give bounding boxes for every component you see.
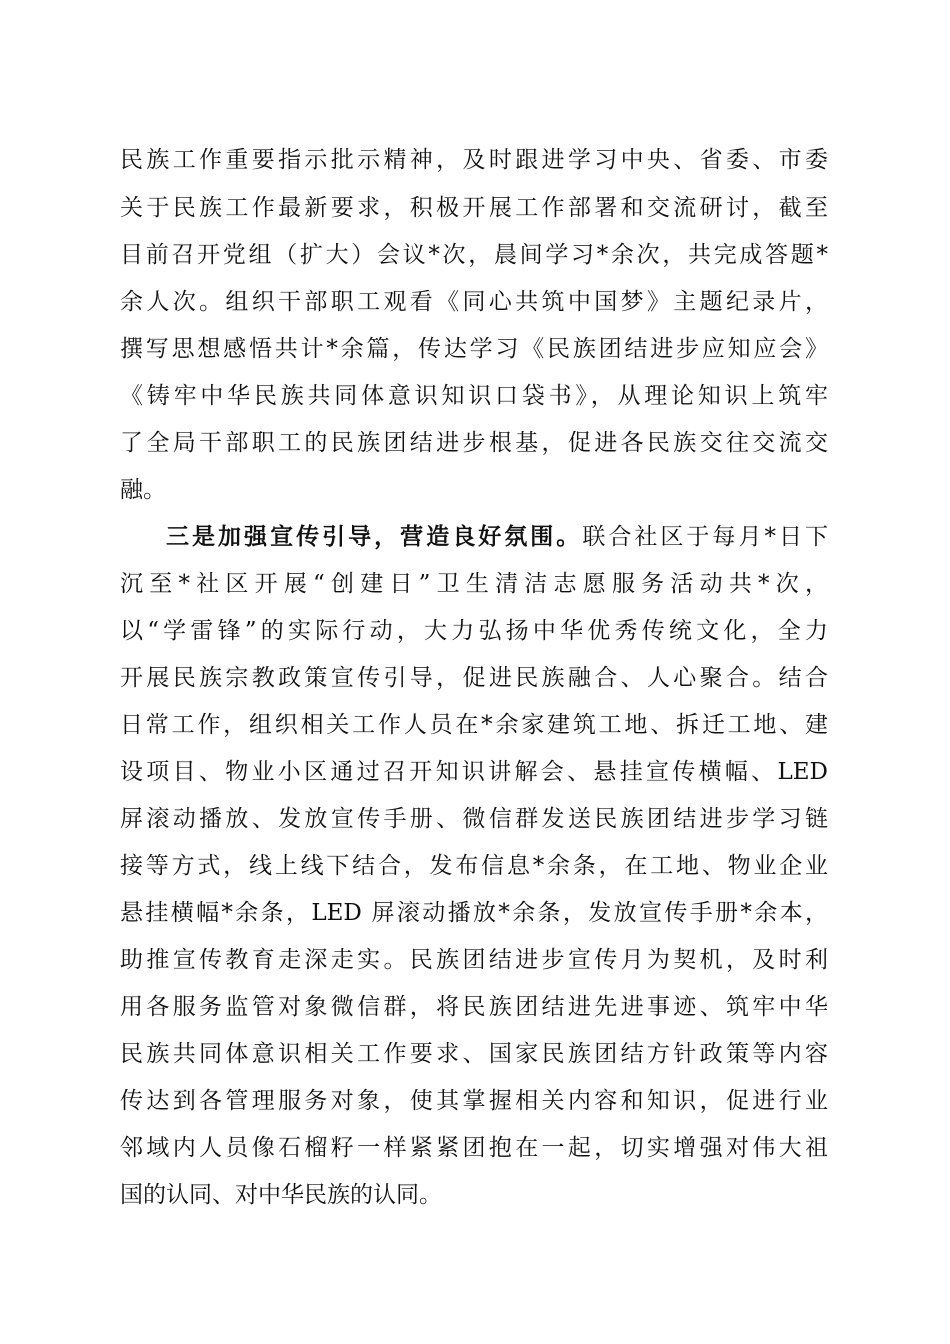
paragraph-line: 日常工作，组织相关工作人员在*余家建筑工地、拆迁工地、建 <box>120 712 828 738</box>
paragraph-line: 助推宣传教育走深走实。民族团结进步宣传月为契机，及时利 <box>120 947 828 973</box>
paragraph-line: 设项目、物业小区通过召开知识讲解会、悬挂宣传横幅、LED <box>120 759 828 785</box>
paragraph-line: 接等方式，线上线下结合，发布信息*余条，在工地、物业企业 <box>120 853 828 879</box>
paragraph-line: 用各服务监管对象微信群，将民族团结进先进事迹、筑牢中华 <box>120 994 828 1020</box>
paragraph-line: 余人次。组织干部职工观看《同心共筑中国梦》主题纪录片， <box>120 289 828 315</box>
paragraph-line: 邻域内人员像石榴籽一样紧紧团抱在一起，切实增强对伟大祖 <box>120 1135 828 1161</box>
paragraph-line: 国的认同、对中华民族的认同。 <box>120 1182 442 1208</box>
section-3-first-line-text: 联合社区于每月*日下 <box>582 524 829 550</box>
paragraph-line: 民族共同体意识相关工作要求、国家民族团结方针政策等内容 <box>120 1041 828 1067</box>
paragraph-line: 《铸牢中华民族共同体意识知识口袋书》，从理论知识上筑牢 <box>120 383 828 409</box>
section-3-first-line <box>166 519 828 555</box>
paragraph-line: 撰写思想感悟共计*余篇，传达学习《民族团结进步应知应会》 <box>120 336 828 362</box>
paragraph-line: 目前召开党组（扩大）会议*次，晨间学习*余次，共完成答题* <box>120 242 828 268</box>
paragraph-line: 以“学雷锋”的实际行动，大力弘扬中华优秀传统文化，全力 <box>120 618 828 644</box>
paragraph-line: 开展民族宗教政策宣传引导，促进民族融合、人心聚合。结合 <box>120 665 828 691</box>
paragraph-line: 关于民族工作最新要求，积极开展工作部署和交流研讨，截至 <box>120 195 828 221</box>
paragraph-line: 融。 <box>120 477 166 503</box>
section-3-heading: 三是加强宣传引导，营造良好氛围。 <box>166 523 583 550</box>
paragraph-line: 传达到各管理服务对象，使其掌握相关内容和知识，促进行业 <box>120 1088 828 1114</box>
paragraph-line: 了全局干部职工的民族团结进步根基，促进各民族交往交流交 <box>120 430 828 456</box>
paragraph-line: 屏滚动播放、发放宣传手册、微信群发送民族团结进步学习链 <box>120 806 828 832</box>
paragraph-line: 沉至*社区开展“创建日”卫生清洁志愿服务活动共*次， <box>120 571 828 597</box>
paragraph-line: 悬挂横幅*余条，LED 屏滚动播放*余条，发放宣传手册*余本， <box>120 900 828 926</box>
paragraph-line: 民族工作重要指示批示精神，及时跟进学习中央、省委、市委 <box>120 147 828 173</box>
